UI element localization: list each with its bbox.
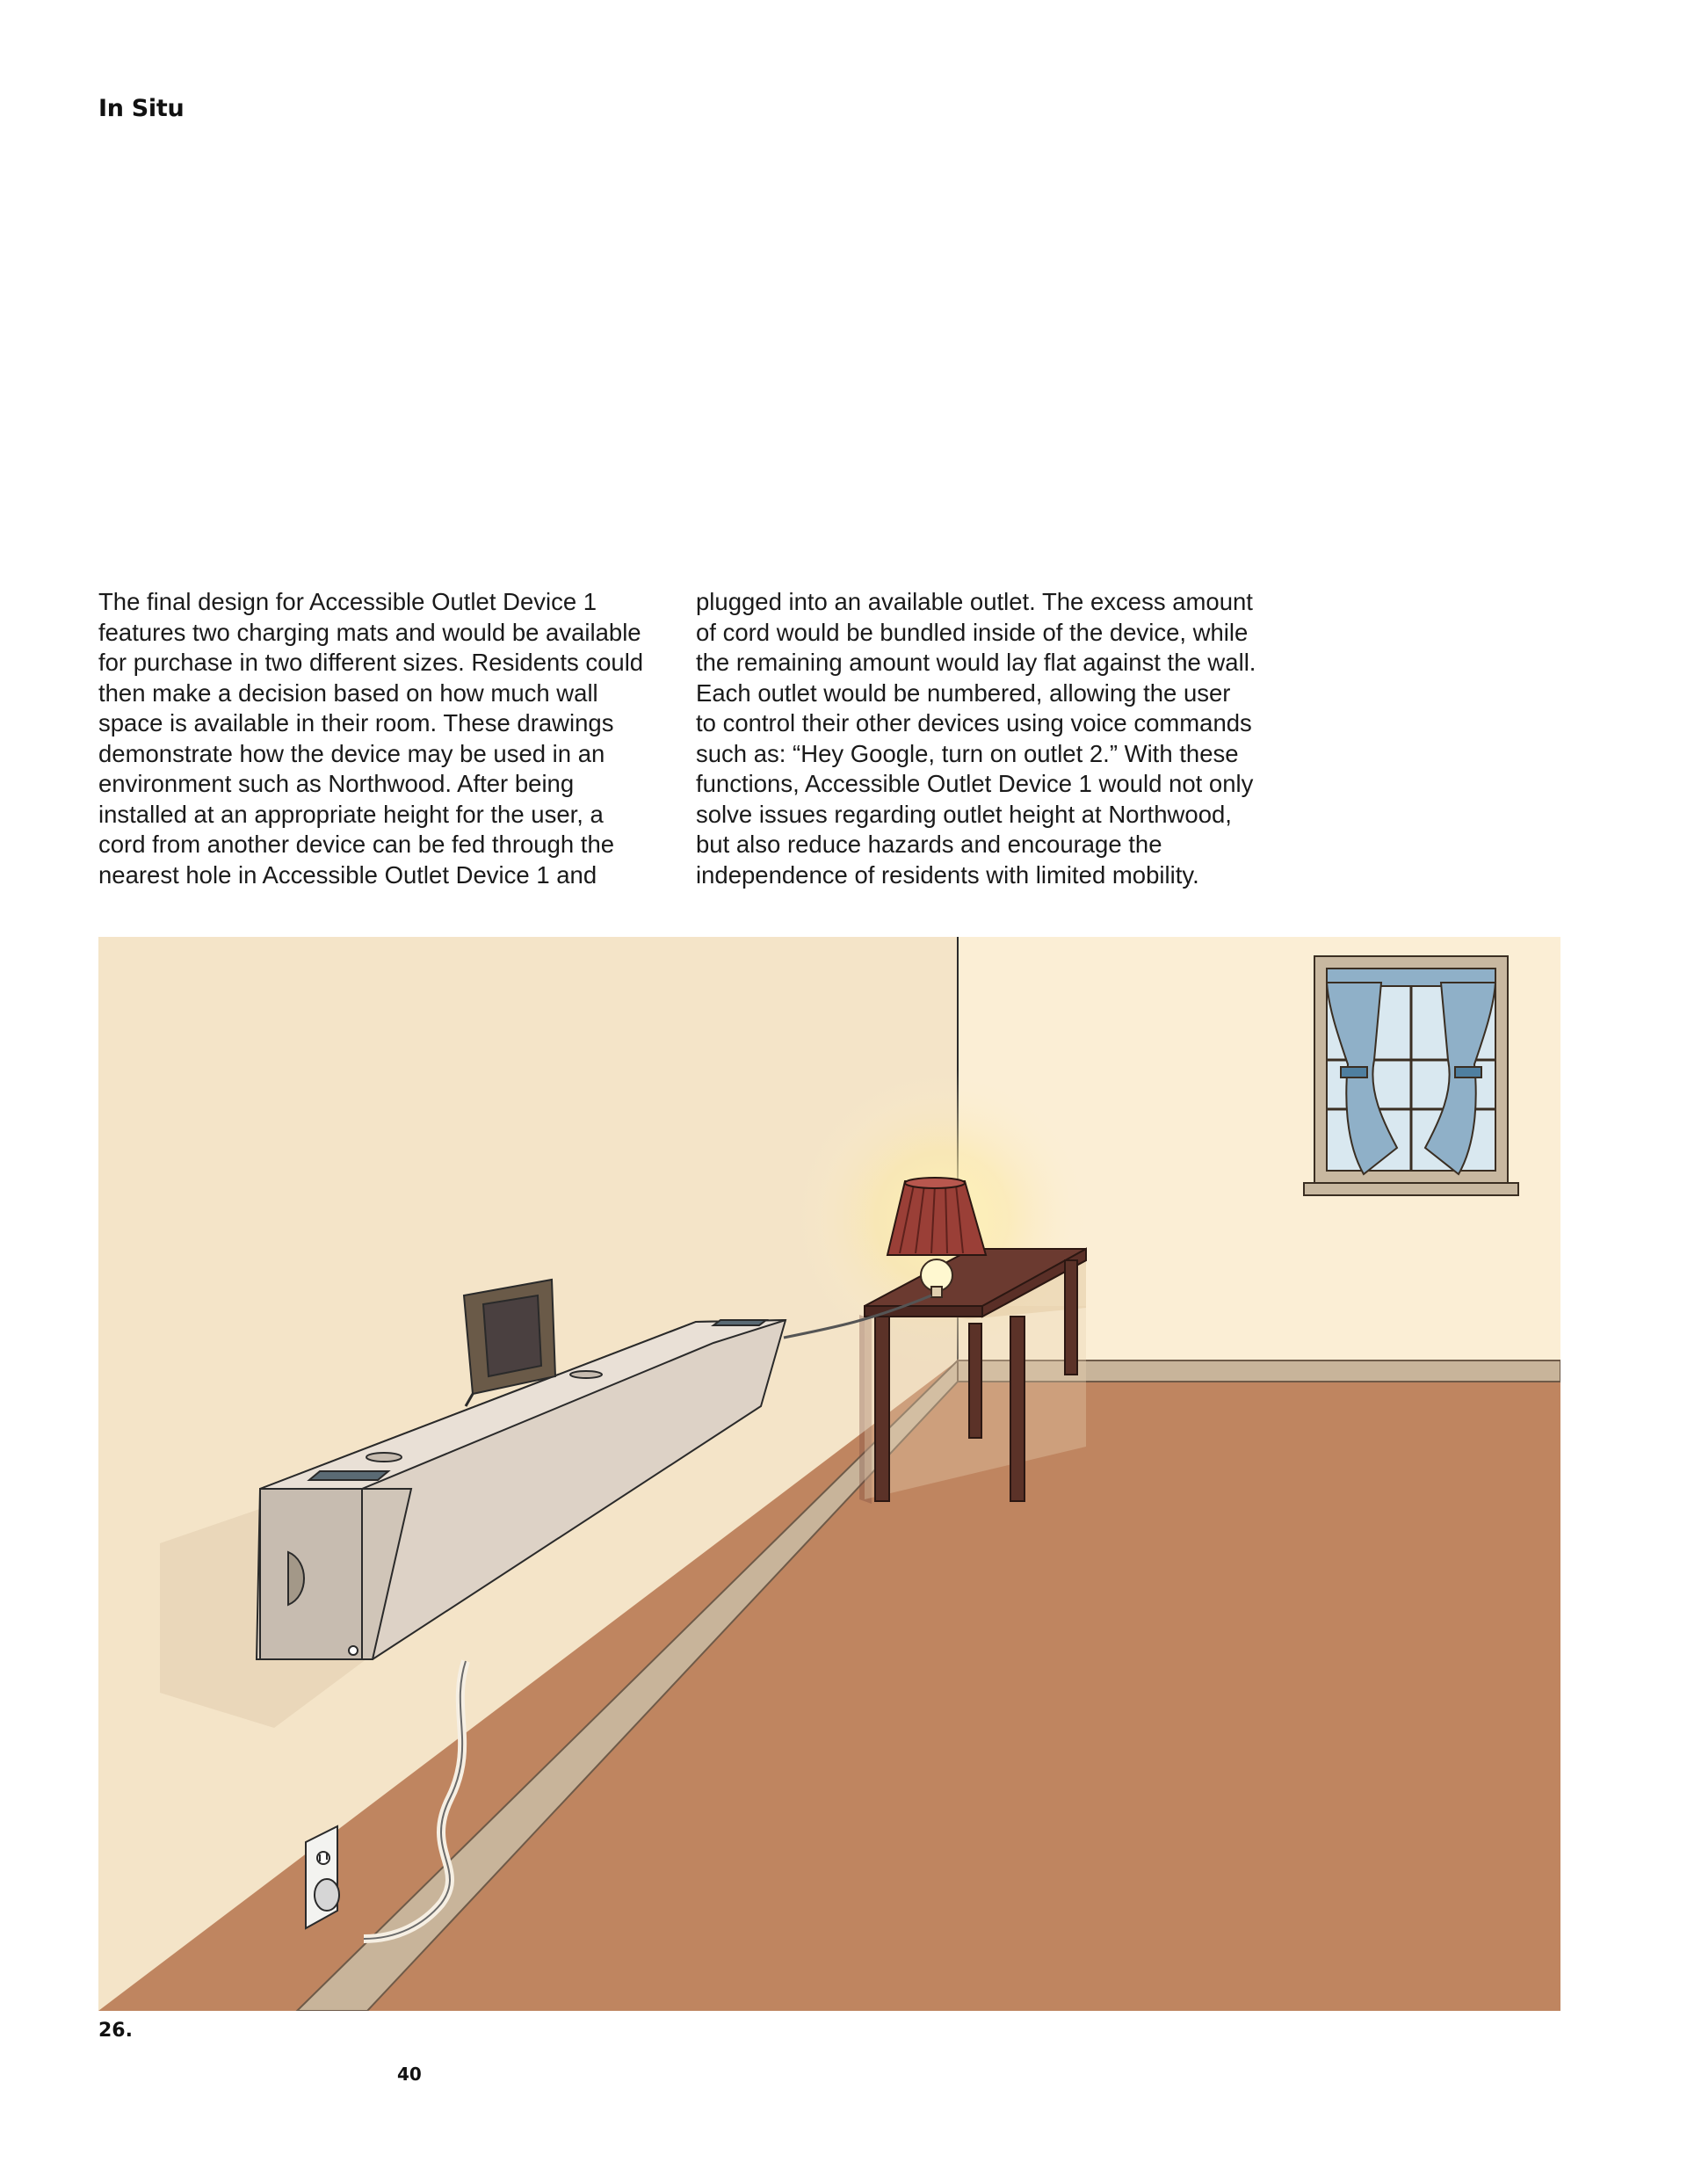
body-text-line: then make a decision based on how much wall — [98, 678, 598, 707]
body-text-line: independence of residents with limited mobility. — [696, 860, 1199, 889]
body-text-line: solve issues regarding outlet height at Northwood, — [696, 800, 1232, 828]
body-text-line: space is available in their room. These drawings — [98, 709, 614, 736]
charging-mat — [713, 1320, 766, 1325]
section-title: In Situ — [98, 95, 185, 122]
body-text-line: for purchase in two different sizes. Residents could — [98, 649, 644, 676]
body-text-line: features two charging mats and would be available — [98, 618, 641, 646]
body-text-line: nearest hole in Accessible Outlet Device 1 and — [98, 860, 597, 889]
figure-number: 26. — [98, 2020, 133, 2042]
body-text-line: The final design for Accessible Outlet Device 1 — [98, 588, 597, 615]
room-illustration — [98, 937, 1560, 2011]
plug — [315, 1879, 339, 1911]
body-text-line: but also reduce hazards and encourage the — [696, 831, 1162, 858]
body-text-line: demonstrate how the device may be used in an — [98, 739, 605, 767]
body-text-line: to control their other devices using voice commands — [696, 709, 1252, 736]
body-text-line: plugged into an available outlet. The excess amount — [696, 588, 1253, 615]
body-text-line: functions, Accessible Outlet Device 1 would not only — [696, 770, 1254, 797]
body-text-line: Each outlet would be numbered, allowing the user — [696, 678, 1231, 707]
body-text-line: the remaining amount would lay flat against the wall. — [696, 649, 1256, 676]
body-text-left-column — [98, 587, 661, 890]
body-text-line: installed at an appropriate height for the user, a — [98, 800, 604, 828]
page-number: 40 — [397, 2064, 422, 2085]
body-text-line: of cord would be bundled inside of the device, while — [696, 618, 1249, 646]
device-end-cap — [260, 1489, 362, 1659]
wall-outlet — [306, 1826, 339, 1928]
body-text-line: cord from another device can be fed through the — [98, 831, 615, 858]
window — [1304, 956, 1518, 1195]
body-text-right-column — [696, 587, 1258, 890]
body-text-line: environment such as Northwood. After being — [98, 770, 575, 797]
charging-mat — [309, 1471, 388, 1480]
body-text-line: such as: “Hey Google, turn on outlet 2.” With these — [696, 739, 1239, 767]
